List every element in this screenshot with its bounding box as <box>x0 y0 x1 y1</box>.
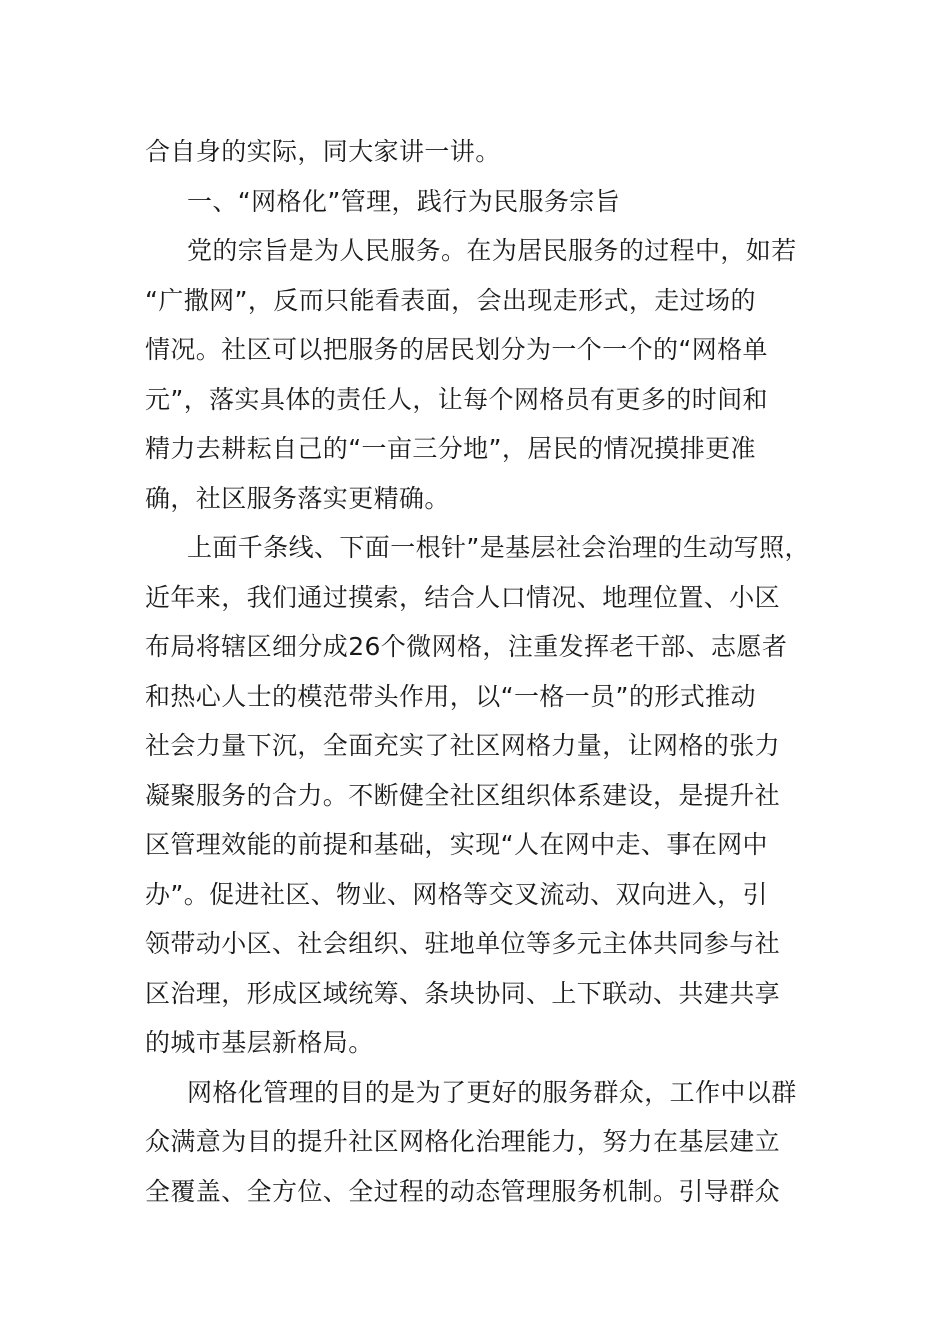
text-line: 领带动小区、社会组织、驻地单位等多元主体共同参与社 <box>145 929 781 958</box>
text-line: 众满意为目的提升社区网格化治理能力，努力在基层建立 <box>145 1127 781 1156</box>
text-line: 区管理效能的前提和基础，实现“人在网中走、事在网中 <box>145 830 768 859</box>
text-line: 凝聚服务的合力。不断健全社区组织体系建设，是提升社 <box>145 780 781 810</box>
text-line: 精力去耕耘自己的“一亩三分地”，居民的情况摸排更准 <box>145 434 756 463</box>
text-line: 社会力量下沉，全面充实了社区网格力量，让网格的张力 <box>145 731 781 760</box>
text-line: 近年来，我们通过摸索，结合人口情况、地理位置、小区 <box>145 582 781 612</box>
paragraph-start: 网格化管理的目的是为了更好的服务群众，工作中以群 <box>187 1077 797 1107</box>
paragraph-start: 党的宗旨是为人民服务。在为居民服务的过程中，如若 <box>187 236 797 265</box>
text-line: 区治理，形成区域统筹、条块协同、上下联动、共建共享 <box>145 978 781 1008</box>
paragraph-start: 上面千条线、下面一根针”是基层社会治理的生动写照， <box>187 533 810 562</box>
text-line: 情况。社区可以把服务的居民划分为一个一个的“网格单 <box>145 335 768 364</box>
text-line: 合自身的实际，同大家讲一讲。 <box>145 137 501 166</box>
text-line: 的城市基层新格局。 <box>145 1028 374 1057</box>
text-line: 元”，落实具体的责任人，让每个网格员有更多的时间和 <box>145 384 768 414</box>
text-line: 办”。促进社区、物业、网格等交叉流动、双向进入，引 <box>145 879 768 909</box>
text-line: 全覆盖、全方位、全过程的动态管理服务机制。引导群众 <box>145 1176 781 1206</box>
text-line: “广撒网”，反而只能看表面，会出现走形式，走过场的 <box>145 285 756 315</box>
text-line: 和热心人士的模范带头作用，以“一格一员”的形式推动 <box>145 681 756 711</box>
section-heading: 一、“网格化”管理，践行为民服务宗旨 <box>187 186 621 216</box>
document-body <box>145 127 810 1216</box>
text-line: 确，社区服务落实更精确。 <box>145 483 450 513</box>
text-line: 布局将辖区细分成26个微网格，注重发挥老干部、志愿者 <box>145 632 788 661</box>
